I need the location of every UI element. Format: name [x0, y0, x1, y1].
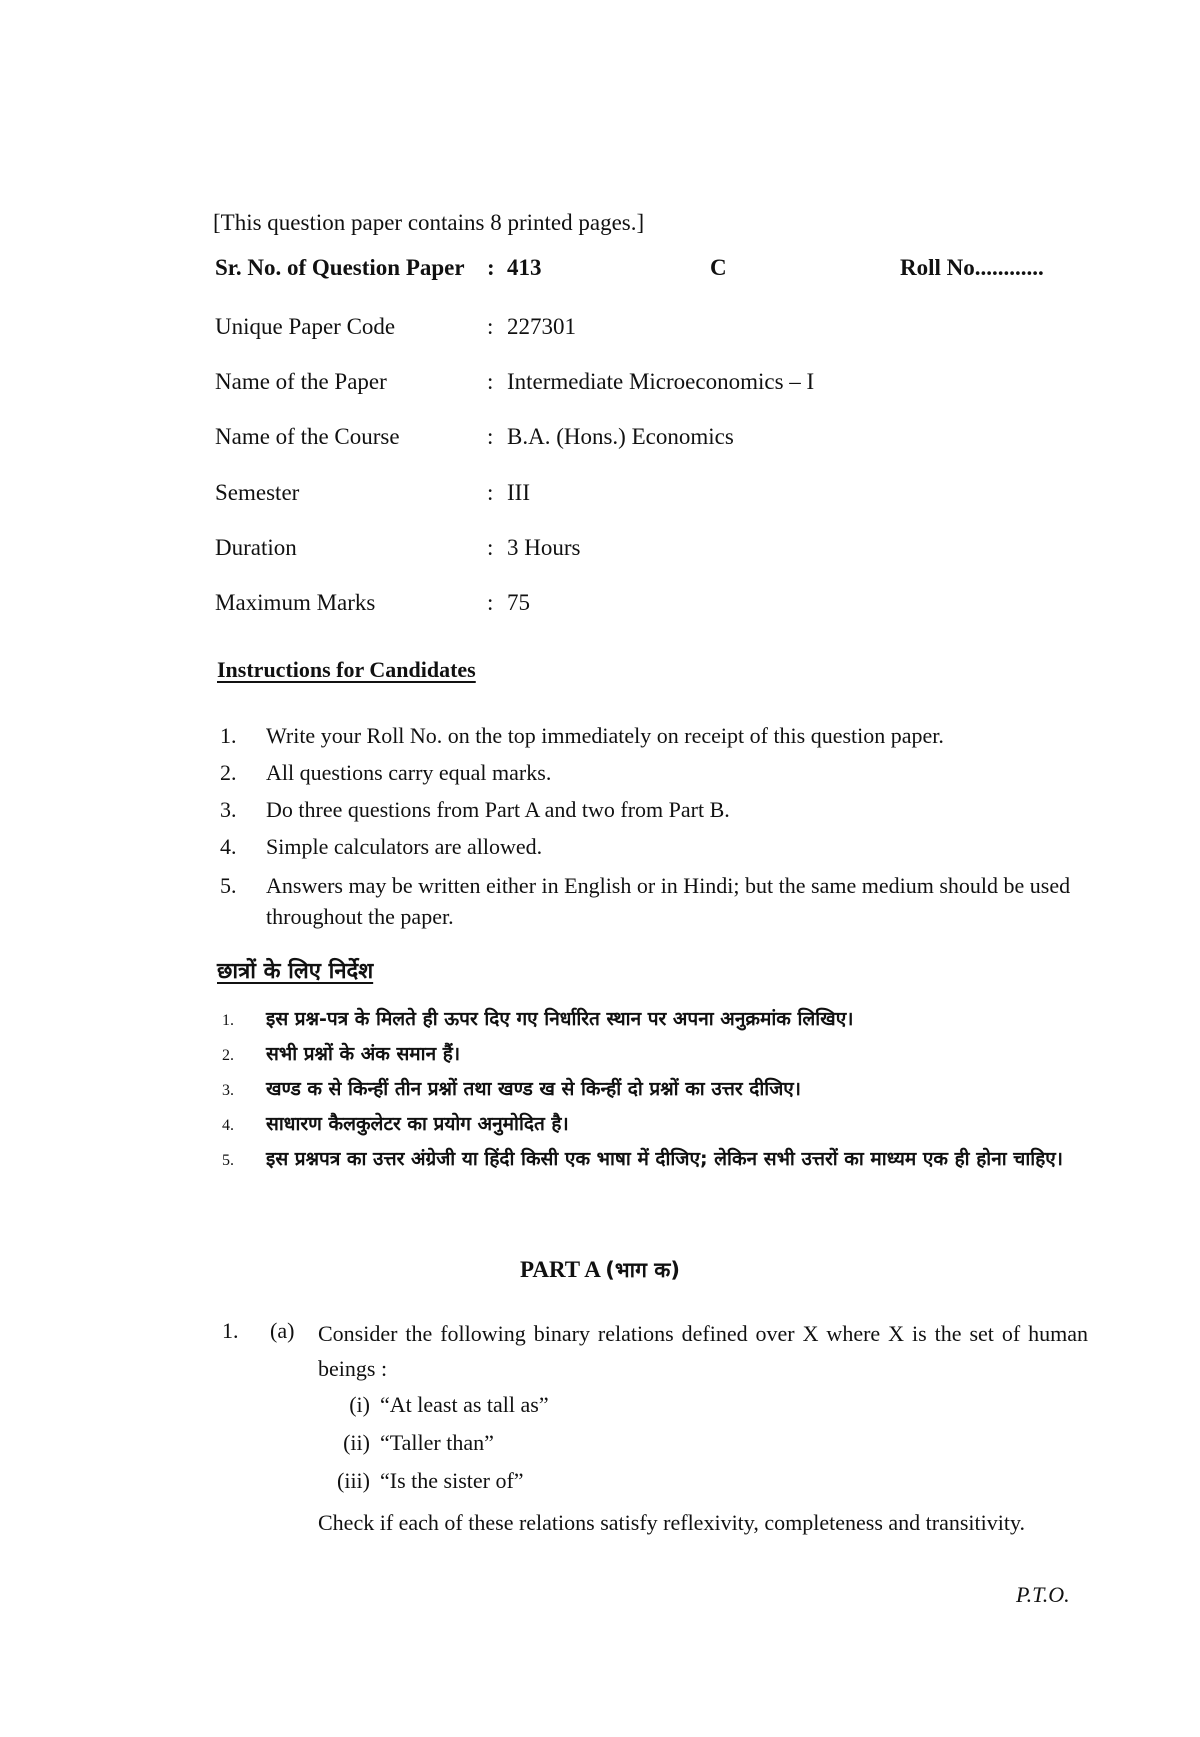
meta-label: Name of the Paper: [215, 369, 387, 394]
instruction-text: Simple calculators are allowed.: [266, 834, 543, 859]
paper-set-letter: C: [710, 255, 727, 280]
meta-label: Maximum Marks: [215, 590, 376, 615]
instruction-number: 5.: [220, 873, 237, 898]
hindi-instruction-number: 1.: [222, 1012, 234, 1029]
meta-colon: :: [487, 369, 494, 394]
meta-label: Unique Paper Code: [215, 314, 396, 339]
question-instruction: Check if each of these relations satisfy reflexivity, completeness and transitivity.: [318, 1510, 1026, 1535]
question-text: Consider the following binary relations defined over X where X is the set of human beings :: [318, 1321, 1088, 1381]
meta-colon: :: [487, 255, 495, 280]
meta-value: Intermediate Microeconomics – I: [507, 369, 815, 394]
instruction-number: 1.: [220, 723, 237, 748]
instruction-text: Do three questions from Part A and two from Part B.: [266, 797, 730, 822]
hindi-instruction-number: 3.: [222, 1082, 234, 1099]
meta-label: Semester: [215, 480, 300, 505]
meta-value: III: [507, 480, 530, 505]
meta-value: B.A. (Hons.) Economics: [507, 424, 734, 449]
roll-no-field: Roll No............: [900, 255, 1044, 280]
relation-text: “At least as tall as”: [380, 1392, 549, 1417]
hindi-instruction-number: 4.: [222, 1117, 234, 1134]
meta-colon: :: [487, 590, 494, 615]
meta-colon: :: [487, 424, 494, 449]
instruction-text: Write your Roll No. on the top immediately on receipt of this question paper.: [266, 723, 944, 748]
meta-value: 75: [507, 590, 530, 615]
page-count-note: [This question paper contains 8 printed pages.]: [213, 210, 645, 235]
hindi-instruction-number: 5.: [222, 1152, 234, 1169]
hindi-instruction-text: इस प्रश्नपत्र का उत्तर अंग्रेजी या हिंदी किसी एक भाषा में दीजिए; लेकिन सभी उत्तरों का माध्यम एक ही होना चाहिए।: [266, 1148, 1063, 1170]
relation-item: [343, 1430, 494, 1456]
relation-label: (i): [349, 1392, 370, 1417]
part-a-heading: [0, 1256, 1200, 1284]
relation-text: “Taller than”: [380, 1430, 494, 1455]
relation-item: [349, 1392, 549, 1418]
meta-colon: :: [487, 314, 494, 339]
meta-label: Duration: [215, 535, 297, 560]
relation-text: “Is the sister of”: [380, 1468, 524, 1493]
page-turn-note: P.T.O.: [1016, 1582, 1070, 1607]
meta-colon: :: [487, 535, 494, 560]
hindi-instruction-text: खण्ड क से किन्हीं तीन प्रश्नों तथा खण्ड ख से किन्हीं दो प्रश्नों का उत्तर दीजिए।: [266, 1078, 802, 1100]
hindi-instruction-text: साधारण कैलकुलेटर का प्रयोग अनुमोदित है।: [266, 1113, 569, 1135]
instruction-number: 2.: [220, 760, 237, 785]
meta-colon: :: [487, 480, 494, 505]
instruction-text: All questions carry equal marks.: [266, 760, 552, 785]
part-a-title: PART A: [520, 1257, 600, 1282]
meta-label: Sr. No. of Question Paper: [215, 255, 465, 280]
hindi-instruction-number: 2.: [222, 1047, 234, 1064]
relation-label: (ii): [343, 1430, 370, 1455]
instruction-number: 4.: [220, 834, 237, 859]
instructions-title: Instructions for Candidates: [217, 657, 476, 682]
meta-label: Name of the Course: [215, 424, 400, 449]
meta-value: 413: [507, 255, 542, 280]
meta-value: 227301: [507, 314, 576, 339]
hindi-instructions-title: छात्रों के लिए निर्देश: [217, 959, 374, 984]
meta-value: 3 Hours: [507, 535, 581, 560]
question-subpart: (a): [270, 1318, 295, 1343]
hindi-instruction-text: सभी प्रश्नों के अंक समान हैं।: [266, 1043, 461, 1065]
relation-item: [337, 1468, 524, 1494]
part-a-title-hindi: (भाग क): [605, 1258, 680, 1282]
instruction-text: Answers may be written either in English or in Hindi; but the same medium should be used throughout the paper.: [266, 873, 1071, 929]
instruction-number: 3.: [220, 797, 237, 822]
question-number: 1.: [222, 1318, 239, 1343]
relation-label: (iii): [337, 1468, 370, 1493]
hindi-instruction-text: इस प्रश्न-पत्र के मिलते ही ऊपर दिए गए निर्धारित स्थान पर अपना अनुक्रमांक लिखिए।: [266, 1008, 854, 1030]
